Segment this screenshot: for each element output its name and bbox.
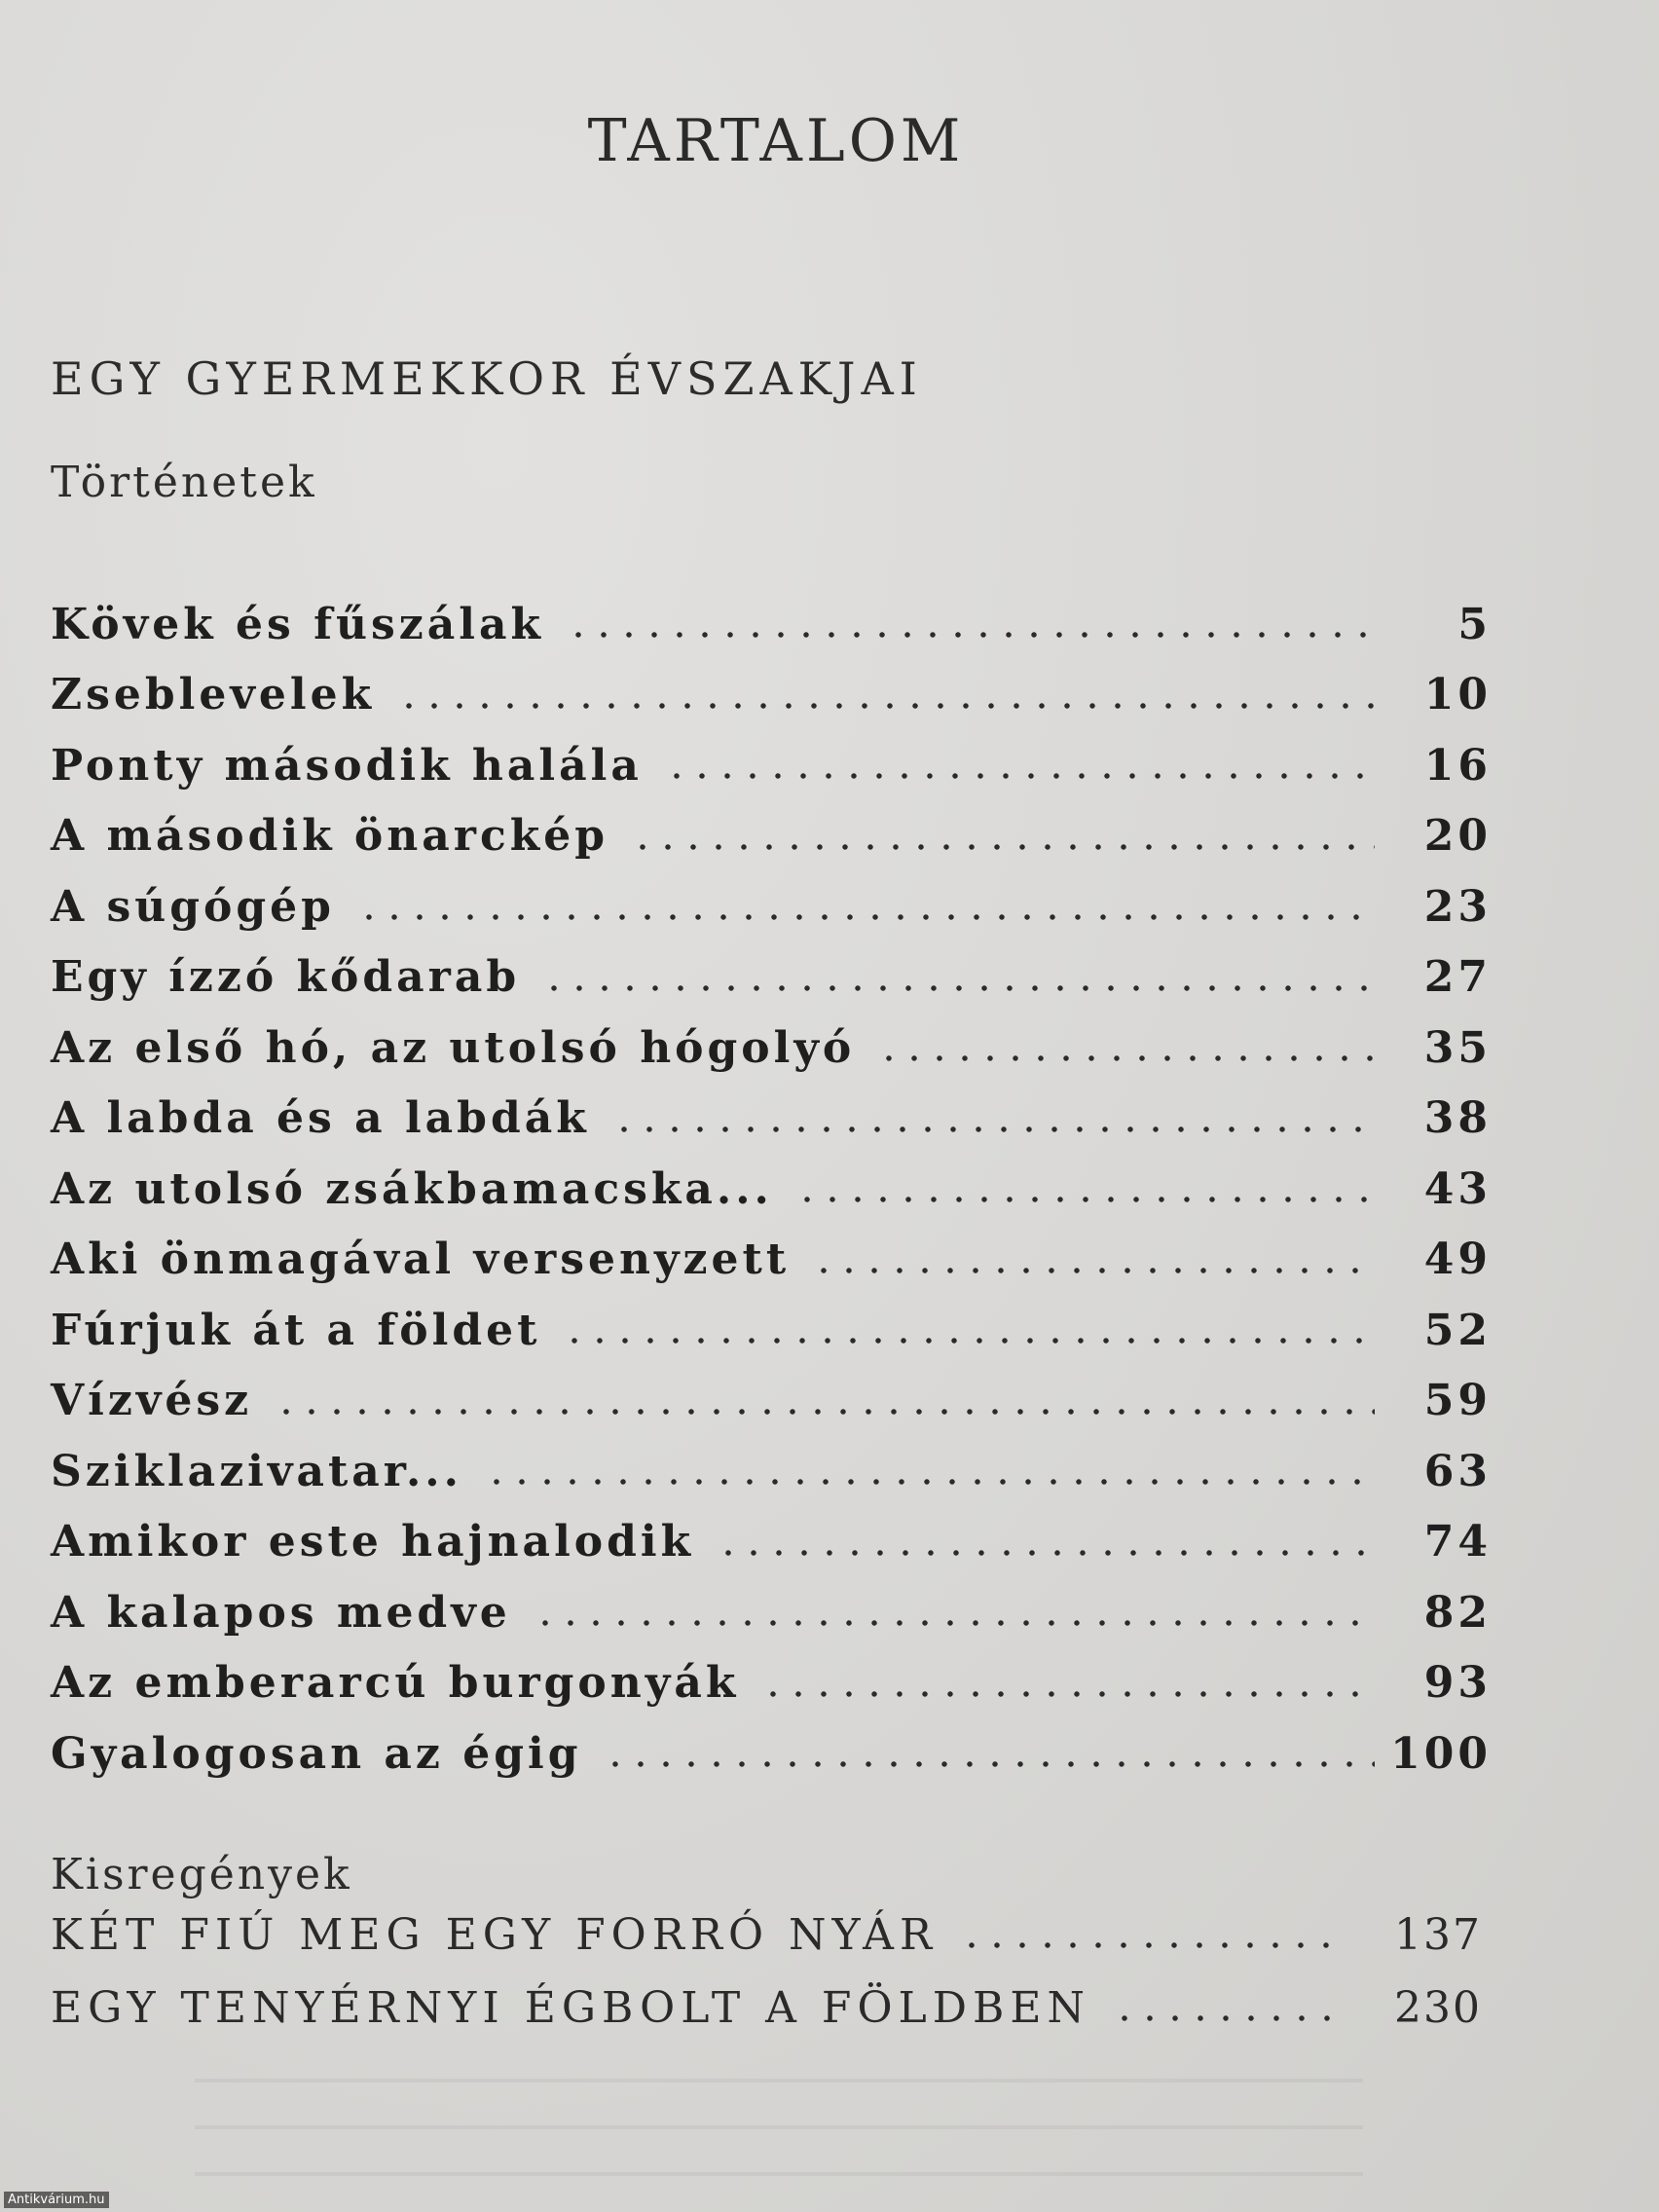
toc-entry bbox=[51, 1577, 1492, 1648]
entry-page-number: 35 bbox=[1423, 1022, 1492, 1073]
novel-page-number: 137 bbox=[1394, 1910, 1482, 1960]
dot-leader bbox=[396, 701, 1375, 711]
entry-title: Sziklazivatar... bbox=[51, 1446, 462, 1496]
toc-entry bbox=[51, 1436, 1492, 1507]
novels-list bbox=[51, 1899, 1492, 2045]
toc-entry bbox=[51, 1295, 1492, 1366]
toc-entry bbox=[51, 1366, 1492, 1437]
entry-page-number: 43 bbox=[1423, 1163, 1492, 1214]
entry-title: A kalapos medve bbox=[51, 1587, 511, 1638]
entry-title: A második önarckép bbox=[51, 811, 608, 862]
toc-entry bbox=[51, 1507, 1492, 1578]
entry-page-number: 20 bbox=[1423, 811, 1492, 862]
stories-heading: Történetek bbox=[51, 458, 317, 507]
entry-title: Gyalogosan az égig bbox=[51, 1728, 582, 1779]
toc-entry bbox=[51, 801, 1492, 872]
dot-leader bbox=[664, 771, 1375, 781]
entry-title: Az első hó, az utolsó hógolyó bbox=[51, 1022, 856, 1073]
entry-page-number: 82 bbox=[1423, 1587, 1492, 1638]
dot-leader bbox=[611, 1124, 1375, 1134]
dot-leader bbox=[811, 1266, 1375, 1275]
entry-page-number: 74 bbox=[1423, 1517, 1492, 1567]
dot-leader bbox=[274, 1407, 1375, 1417]
toc-entry bbox=[51, 1013, 1492, 1084]
toc-entry-novel bbox=[51, 1972, 1492, 2045]
toc-entry bbox=[51, 1648, 1492, 1719]
novels-heading: Kisregények bbox=[51, 1850, 352, 1899]
entry-title: Fúrjuk át a földet bbox=[51, 1305, 541, 1355]
toc-entry-novel bbox=[51, 1899, 1492, 1972]
entry-title: Aki önmagával versenyzett bbox=[51, 1235, 791, 1285]
entry-page-number: 63 bbox=[1423, 1446, 1492, 1496]
entry-title: A súgógép bbox=[51, 881, 335, 932]
toc-entry bbox=[51, 730, 1492, 801]
dot-leader bbox=[794, 1195, 1375, 1204]
toc-entry bbox=[51, 660, 1492, 731]
entry-page-number: 59 bbox=[1423, 1376, 1492, 1426]
entry-title: Kövek és fűszálak bbox=[51, 599, 544, 649]
toc-entry bbox=[51, 871, 1492, 942]
dot-leader bbox=[760, 1689, 1375, 1699]
entry-page-number: 100 bbox=[1390, 1728, 1492, 1779]
entry-title: Amikor este hajnalodik bbox=[51, 1517, 695, 1567]
entry-title: Az utolsó zsákbamacska... bbox=[51, 1163, 773, 1214]
dot-leader bbox=[566, 630, 1375, 640]
entry-page-number: 49 bbox=[1423, 1235, 1492, 1285]
dot-leader bbox=[716, 1548, 1375, 1558]
stories-list bbox=[51, 589, 1492, 1789]
dot-leader bbox=[876, 1053, 1375, 1063]
entry-page-number: 23 bbox=[1423, 881, 1492, 932]
dot-leader bbox=[959, 1940, 1346, 1950]
entry-page-number: 5 bbox=[1457, 599, 1492, 649]
toc-entry bbox=[51, 942, 1492, 1014]
page-title: TARTALOM bbox=[587, 107, 965, 175]
toc-entry bbox=[51, 1084, 1492, 1155]
toc-entry bbox=[51, 1225, 1492, 1296]
bleed-through-text bbox=[195, 2049, 1363, 2195]
section-heading: EGY GYERMEKKOR ÉVSZAKJAI bbox=[51, 352, 923, 405]
dot-leader bbox=[484, 1477, 1375, 1487]
entry-page-number: 38 bbox=[1423, 1093, 1492, 1144]
watermark: Antikvárium.hu bbox=[4, 2192, 109, 2208]
dot-leader bbox=[1112, 2013, 1346, 2023]
entry-page-number: 27 bbox=[1423, 952, 1492, 1003]
entry-title: Vízvész bbox=[51, 1376, 253, 1426]
dot-leader bbox=[630, 842, 1375, 852]
novel-page-number: 230 bbox=[1394, 1983, 1482, 2033]
dot-leader bbox=[356, 912, 1375, 922]
entry-title: Zseblevelek bbox=[51, 670, 376, 720]
dot-leader bbox=[541, 983, 1375, 993]
entry-title: Egy ízzó kődarab bbox=[51, 952, 521, 1003]
novel-title: KÉT FIÚ MEG EGY FORRÓ NYÁR bbox=[51, 1910, 939, 1960]
entry-page-number: 10 bbox=[1423, 670, 1492, 720]
novel-title: EGY TENYÉRNYI ÉGBOLT A FÖLDBEN bbox=[51, 1983, 1090, 2033]
entry-page-number: 16 bbox=[1423, 740, 1492, 791]
entry-title: Ponty második halála bbox=[51, 740, 643, 791]
entry-title: Az emberarcú burgonyák bbox=[51, 1658, 740, 1709]
dot-leader bbox=[533, 1618, 1375, 1628]
dot-leader bbox=[562, 1336, 1375, 1346]
entry-page-number: 93 bbox=[1423, 1658, 1492, 1709]
entry-title: A labda és a labdák bbox=[51, 1093, 590, 1144]
toc-entry bbox=[51, 589, 1492, 660]
entry-page-number: 52 bbox=[1423, 1305, 1492, 1355]
toc-entry bbox=[51, 1718, 1492, 1789]
dot-leader bbox=[603, 1759, 1375, 1769]
toc-entry bbox=[51, 1154, 1492, 1225]
